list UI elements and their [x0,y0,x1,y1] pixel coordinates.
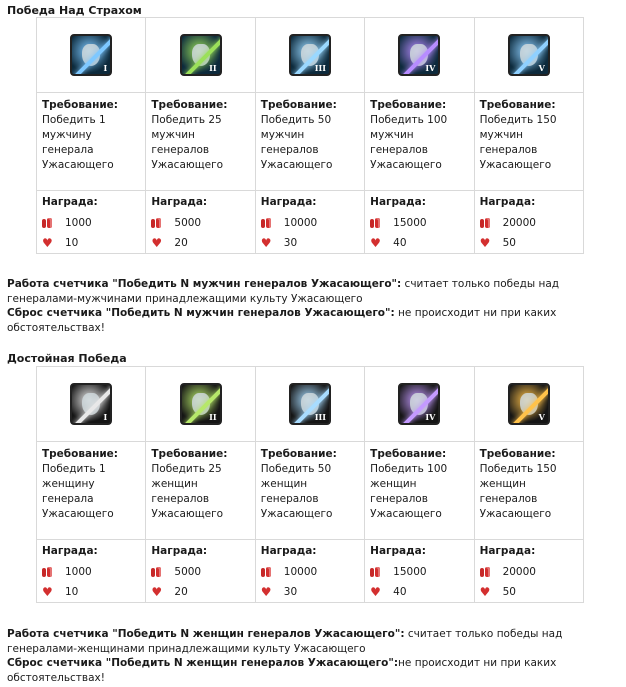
crystal-amount: 15000 [393,566,427,578]
masked-woman-icon [70,383,112,425]
icon-cell [255,18,364,93]
crystal-reward [42,562,145,582]
icon-cell [474,367,583,442]
heart-amount: 40 [393,586,407,598]
heart-reward [151,233,254,253]
crystal-reward [151,213,254,233]
heart-amount: 40 [393,237,407,249]
crystal-amount: 10000 [283,217,318,229]
requirement-cell [146,93,255,191]
heart-icon: ♥ [479,236,491,250]
heart-icon: ♥ [151,236,163,250]
crystal-amount: 20000 [502,217,536,229]
requirement-text: Победить 1 мужчину генерала Ужасающего [42,114,114,171]
reward-label: Награда: [42,196,98,208]
icon-cell [37,367,146,442]
tier-numeral: III [314,63,326,73]
heart-icon: ♥ [151,585,163,599]
crystal-reward [42,213,145,233]
reward-cell [365,191,474,254]
crystal-icon [151,567,162,577]
heart-amount: 50 [502,237,516,249]
heart-reward [42,582,145,602]
reward-cell [474,540,583,603]
reward-label: Награда: [479,196,536,208]
heart-icon: ♥ [260,236,272,250]
crystal-amount: 20000 [502,566,536,578]
armored-warrior-icon [398,34,440,76]
heart-reward [480,233,583,253]
requirement-label: Требование: [260,99,337,111]
crystal-icon [480,218,491,228]
requirement-cell [474,93,583,191]
crystal-reward [480,562,583,582]
requirement-label: Требование: [370,99,447,111]
crystal-reward [151,562,254,582]
heart-amount: 20 [174,586,188,598]
counter-note [7,277,612,307]
tier-numeral: V [538,412,545,422]
icon-cell [146,367,255,442]
reward-cell [146,540,255,603]
heart-reward [261,233,364,253]
note-bold: Работа счетчика "Победить N женщин генералов Ужасающего": [7,628,405,640]
icon-cell [146,18,255,93]
crystal-reward [370,562,473,582]
requirement-text: Победить 150 мужчин генералов Ужасающего [479,114,557,171]
reward-cell [474,191,583,254]
icon-cell [365,367,474,442]
reset-note [7,656,612,686]
requirement-label: Требование: [370,448,447,460]
achievement-table [36,366,584,603]
note-bold: Работа счетчика "Победить N мужчин генералов Ужасающего": [7,278,402,290]
crystal-icon [151,218,162,228]
crystal-icon [42,567,53,577]
icon-cell [474,18,583,93]
icon-cell [365,18,474,93]
reward-label: Награда: [42,545,98,557]
heart-amount: 30 [283,237,298,249]
reset-note [7,306,612,336]
requirement-label: Требование: [479,99,556,111]
heart-amount: 50 [502,586,516,598]
heart-icon: ♥ [260,585,272,599]
requirement-cell [365,442,474,540]
armored-warrior-icon [180,34,222,76]
reward-label: Награда: [370,545,426,557]
section-title: Достойная Победа [7,352,127,365]
tier-numeral: I [103,412,108,422]
requirement-cell [255,442,364,540]
crystal-icon [370,218,381,228]
requirement-text: Победить 25 мужчин генералов Ужасающего [151,114,224,171]
reward-label: Награда: [370,196,426,208]
crystal-reward [261,562,364,582]
armored-warrior-icon [289,34,331,76]
requirement-cell [255,93,364,191]
crystal-icon [261,567,272,577]
requirement-cell [474,442,583,540]
masked-woman-icon [398,383,440,425]
note-text: считает только победы над генералами-женщинами принадлежащими культу Ужасающего [7,628,563,655]
heart-reward [370,582,473,602]
heart-icon: ♥ [370,585,381,599]
heart-reward [480,582,583,602]
crystal-reward [480,213,583,233]
reward-label: Награда: [151,196,208,208]
section-title: Победа Над Страхом [7,4,142,17]
crystal-amount: 5000 [174,217,202,229]
reward-cell [37,191,146,254]
requirement-text: Победить 150 женщин генералов Ужасающего [479,463,557,520]
requirement-label: Требование: [151,99,228,111]
crystal-amount: 10000 [283,566,318,578]
reward-label: Награда: [479,545,536,557]
tier-numeral: III [314,412,326,422]
heart-amount: 20 [174,237,188,249]
crystal-reward [261,213,364,233]
crystal-amount: 5000 [174,566,202,578]
armored-warrior-icon [70,34,112,76]
note-bold: Сброс счетчика "Победить N женщин генералов Ужасающего": [7,657,399,669]
reward-cell [255,191,364,254]
heart-icon: ♥ [42,585,53,599]
reward-label: Награда: [260,545,317,557]
heart-reward [261,582,364,602]
tier-numeral: II [209,63,217,73]
note-bold: Сброс счетчика "Победить N мужчин генералов Ужасающего": [7,307,395,319]
tier-numeral: IV [425,63,436,73]
achievement-table [36,17,584,254]
crystal-icon [370,567,381,577]
requirement-cell [365,93,474,191]
requirement-label: Требование: [479,448,556,460]
crystal-amount: 1000 [65,566,92,578]
counter-note [7,627,612,657]
heart-reward [151,582,254,602]
requirement-cell [37,442,146,540]
reward-label: Награда: [151,545,208,557]
masked-woman-icon [180,383,222,425]
heart-icon: ♥ [42,236,53,250]
requirement-text: Победить 100 мужчин генералов Ужасающего [370,114,448,171]
requirement-cell [37,93,146,191]
heart-amount: 30 [283,586,298,598]
note-text: не происходит ни при каких обстоятельствах! [7,657,557,684]
note-text: считает только победы над генералами-мужчинами принадлежащими культу Ужасающего [7,278,560,305]
tier-numeral: I [103,63,108,73]
crystal-amount: 1000 [65,217,92,229]
requirement-label: Требование: [260,448,337,460]
crystal-reward [370,213,473,233]
icon-cell [37,18,146,93]
crystal-amount: 15000 [393,217,427,229]
requirement-text: Победить 50 мужчин генералов Ужасающего [260,114,333,171]
heart-reward [42,233,145,253]
tier-numeral: V [538,63,545,73]
note-text: не происходит ни при каких обстоятельствах! [7,307,557,334]
heart-icon: ♥ [479,585,491,599]
requirement-text: Победить 100 женщин генералов Ужасающего [370,463,448,520]
reward-cell [37,540,146,603]
crystal-icon [42,218,53,228]
heart-amount: 10 [65,237,79,249]
tier-numeral: IV [425,412,436,422]
requirement-label: Требование: [151,448,228,460]
masked-woman-icon [289,383,331,425]
requirement-text: Победить 1 женщину генерала Ужасающего [42,463,114,520]
heart-reward [370,233,473,253]
requirement-label: Требование: [42,448,119,460]
reward-cell [255,540,364,603]
armored-warrior-icon [508,34,550,76]
requirement-cell [146,442,255,540]
reward-cell [365,540,474,603]
requirement-text: Победить 50 женщин генералов Ужасающего [260,463,333,520]
masked-woman-icon [508,383,550,425]
crystal-icon [261,218,272,228]
heart-amount: 10 [65,586,79,598]
requirement-text: Победить 25 женщин генералов Ужасающего [151,463,224,520]
crystal-icon [480,567,491,577]
requirement-label: Требование: [42,99,119,111]
tier-numeral: II [209,412,217,422]
reward-label: Награда: [260,196,317,208]
reward-cell [146,191,255,254]
icon-cell [255,367,364,442]
heart-icon: ♥ [370,236,381,250]
